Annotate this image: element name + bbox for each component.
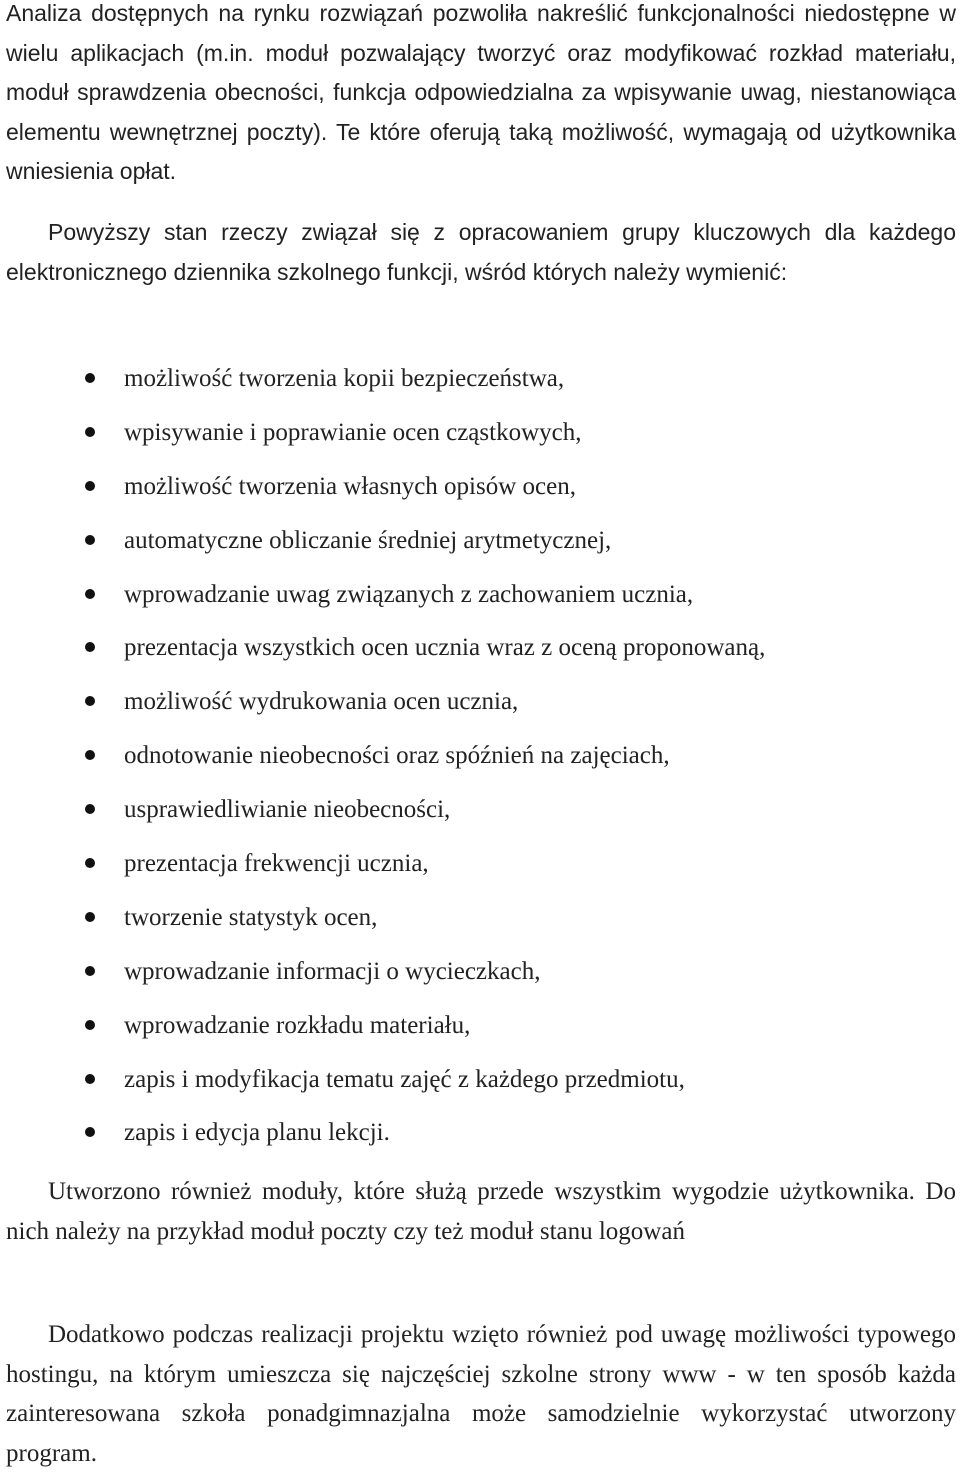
bullet-icon [85,535,95,545]
bullet-icon [85,696,95,706]
list-item [0,891,960,945]
list-item [0,460,960,514]
list-item-text: usprawiedliwianie nieobecności, [124,796,451,824]
list-item-text: zapis i edycja planu lekcji. [124,1119,390,1147]
bullet-icon [85,589,95,599]
list-item-text: możliwość wydrukowania ocen ucznia, [124,688,519,716]
list-item [0,783,960,837]
list-item [0,945,960,999]
bullet-icon [85,804,95,814]
bullet-icon [85,858,95,868]
list-item-text: wprowadzanie informacji o wycieczkach, [124,957,541,985]
bullet-icon [85,642,95,652]
list-item-text: prezentacja frekwencji ucznia, [124,850,429,878]
list-item [0,352,960,406]
bullet-icon [85,912,95,922]
list-item [0,1053,960,1107]
bullet-icon [85,1127,95,1137]
paragraph-convenience-modules: Utworzono również moduły, które służą przede wszystkim wygodzie użytkownika. Do nich należy na przykład moduł poczty czy też moduł stanu logowań [6,1178,956,1245]
bullet-icon [85,750,95,760]
bullet-icon [85,1074,95,1084]
list-item [0,675,960,729]
bullet-icon [85,427,95,437]
list-item [0,406,960,460]
list-item-text: odnotowanie nieobecności oraz spóźnień na zajęciach, [124,742,670,770]
list-item [0,514,960,568]
list-item-text: prezentacja wszystkich ocen ucznia wraz z oceną proponowaną, [124,634,766,662]
list-item-text: możliwość tworzenia kopii bezpieczeństwa, [124,365,565,392]
paragraph-solutions-analysis: Analiza dostępnych na rynku rozwiązań pozwoliła nakreślić funkcjonalności niedostępne w wielu aplikacjach (m.in. moduł pozwalający tworzyć oraz modyfikować rozkład materiału, moduł sprawdzenia obecności, funkcja odpowiedzialna za wpisywanie uwag, niestanowiąca elementu wewnętrznej poczty). Te które oferują taką możliwość, wymagają od użytkownika wniesienia opłat. [6,0,956,184]
list-item-text: możliwość tworzenia własnych opisów ocen, [124,472,576,500]
paragraph-key-functions-intro: Powyższy stan rzeczy związał się z opracowaniem grupy kluczowych dla każdego elektronicznego dziennika szkolnego funkcji, wśród których należy wymienić: [6,219,956,285]
bullet-icon [85,966,95,976]
key-functions-list [0,352,960,1160]
list-item [0,1106,960,1160]
list-item [0,568,960,622]
list-item-text: wprowadzanie uwag związanych z zachowaniem ucznia, [124,580,694,608]
list-item [0,729,960,783]
list-item-text: zapis i modyfikacja tematu zajęć z każdego przedmiotu, [124,1065,685,1093]
list-item [0,837,960,891]
list-item-text: automatyczne obliczanie średniej arytmetycznej, [124,526,612,554]
bullet-icon [85,1020,95,1030]
paragraph-hosting-note: Dodatkowo podczas realizacji projektu wzięto również pod uwagę możliwości typowego hostingu, na którym umieszcza się najczęściej szkolne strony www - w ten sposób każda zainteresowana szkoła ponadgimnazjalna może samodzielnie wykorzystać utworzony program. [6,1321,956,1467]
list-item-text: wprowadzanie rozkładu materiału, [124,1011,471,1039]
list-item [0,621,960,675]
list-item-text: tworzenie statystyk ocen, [124,903,378,931]
bullet-icon [85,373,95,383]
list-item-text: wpisywanie i poprawianie ocen cząstkowych, [124,418,582,446]
list-item [0,999,960,1053]
bullet-icon [85,481,95,491]
